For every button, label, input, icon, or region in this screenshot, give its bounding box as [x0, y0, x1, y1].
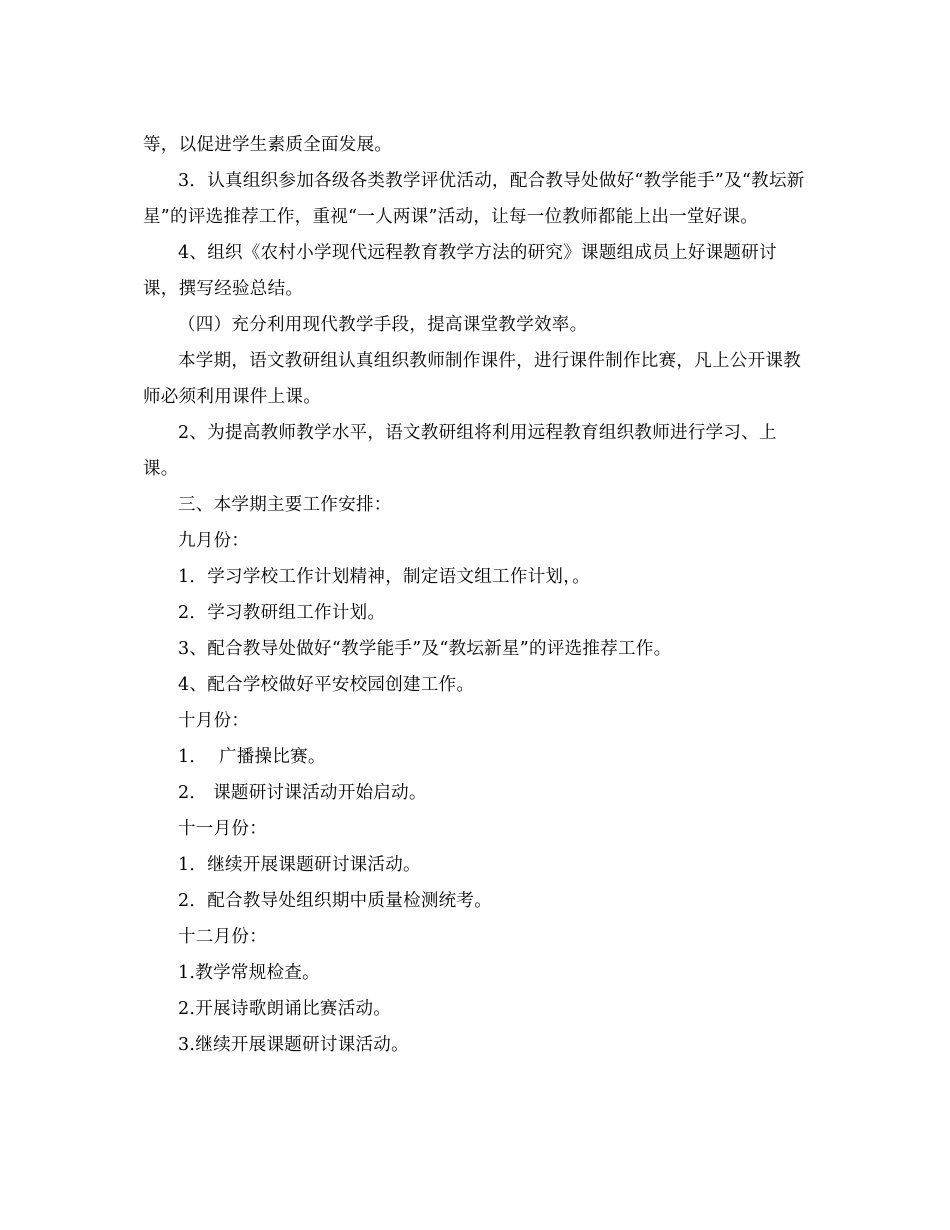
paragraph-item-2-remote: 2、为提高教师教学水平，语文教研组将利用远程教育组织教师进行学习、上课。: [143, 423, 777, 479]
list-item: 1．继续开展课题研讨课活动。: [178, 855, 421, 875]
month-heading-october: 十月份：: [178, 711, 250, 731]
list-item: 2．配合教导处组织期中质量检测统考。: [178, 891, 493, 911]
list-item: 3.继续开展课题研讨课活动。: [178, 1035, 409, 1055]
list-item: 3、配合教导处做好“教学能手”及“教坛新星”的评选推荐工作。: [178, 639, 672, 659]
list-item: 2.开展诗歌朗诵比赛活动。: [178, 999, 392, 1019]
paragraph-courseware: 本学期，语文教研组认真组织教师制作课件，进行课件制作比赛，凡上公开课教师必须利用课件上课。: [143, 351, 801, 407]
month-heading-november: 十一月份：: [178, 819, 267, 839]
paragraph-item-4-research: 4、组织《农村小学现代远程教育教学方法的研究》课题组成员上好课题研讨课，撰写经验总结。: [143, 243, 777, 299]
list-item: 2． 课题研讨课活动开始启动。: [178, 783, 427, 803]
section-heading-4: （四）充分利用现代教学手段，提高课堂教学效率。: [178, 315, 588, 335]
list-item: 1.教学常规检查。: [178, 963, 320, 983]
month-heading-december: 十二月份：: [178, 927, 267, 947]
list-item: 1．学习学校工作计划精神，制定语文组工作计划，。: [178, 567, 591, 587]
list-item: 4、配合学校做好平安校园创建工作。: [178, 675, 475, 695]
document-body: [143, 127, 809, 1063]
paragraph-item-3-awards: 3．认真组织参加各级各类教学评优活动，配合教导处做好“教学能手”及“教坛新星”的评选推荐工作，重视“一人两课”活动，让每一位教师都能上出一堂好课。: [143, 171, 805, 227]
paragraph-continuation: 等，以促进学生素质全面发展。: [143, 135, 393, 155]
section-heading-3: 三、本学期主要工作安排：: [178, 495, 392, 515]
list-item: 2．学习教研组工作计划。: [178, 603, 386, 623]
list-item: 1． 广播操比赛。: [178, 747, 326, 767]
month-heading-september: 九月份：: [178, 531, 250, 551]
